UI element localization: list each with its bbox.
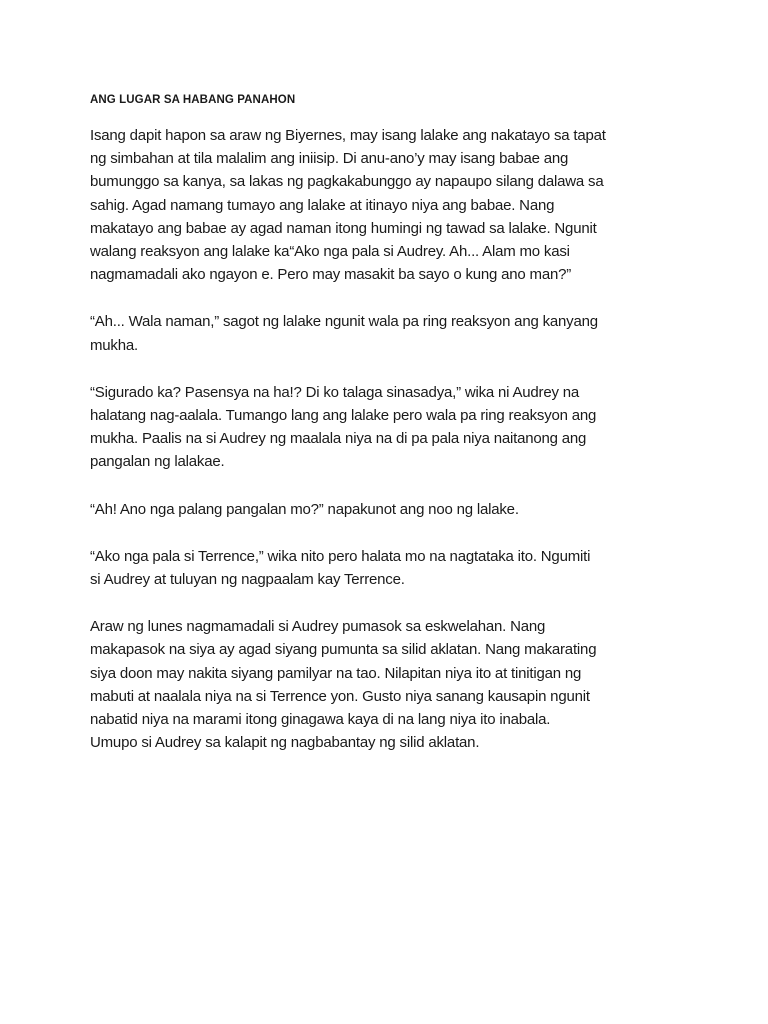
paragraph-line: nabatid niya na marami itong ginagawa kaya di na lang niya ito inabala. [90, 711, 551, 729]
paragraph-line: makatayo ang babae ay agad naman itong humingi ng tawad sa lalake. Ngunit [90, 219, 597, 237]
paragraph-line: siya doon may nakita siyang pamilyar na tao. Nilapitan niya ito at tinitigan ng [90, 664, 582, 682]
paragraph-line: si Audrey at tuluyan ng nagpaalam kay Terrence. [90, 571, 405, 589]
paragraph [90, 545, 700, 591]
paragraph [90, 381, 700, 474]
paragraph-line: walang reaksyon ang lalake ka“Ako nga pala si Audrey. Ah... Alam mo kasi [90, 243, 570, 261]
paragraph-line: Umupo si Audrey sa kalapit ng nagbabantay ng silid aklatan. [90, 734, 480, 752]
paragraph-line: sahig. Agad namang tumayo ang lalake at itinayo niya ang babae. Nang [90, 196, 555, 214]
paragraph-line: ng simbahan at tila malalim ang iniisip. Di anu-ano’y may isang babae ang [90, 150, 569, 168]
paragraph-line: “Ako nga pala si Terrence,” wika nito pero halata mo na nagtataka ito. Ngumiti [90, 547, 591, 565]
paragraph [90, 498, 700, 521]
paragraph-line: bumunggo sa kanya, sa lakas ng pagkakabunggo ay napaupo silang dalawa sa [90, 173, 604, 191]
paragraph-line: mukha. [90, 336, 138, 354]
paragraph-line: pangalan ng lalakae. [90, 453, 225, 471]
paragraph [90, 310, 700, 356]
paragraph [90, 615, 700, 754]
paragraph [90, 124, 700, 286]
paragraph-line: Isang dapit hapon sa araw ng Biyernes, may isang lalake ang nakatayo sa tapat [90, 127, 606, 144]
paragraph-line: halatang nag-aalala. Tumango lang ang lalake pero wala pa ring reaksyon ang [90, 407, 597, 425]
paragraph-line: Araw ng lunes nagmamadali si Audrey pumasok sa eskwelahan. Nang [90, 618, 546, 636]
paragraph-line: mukha. Paalis na si Audrey ng maalala niya na di pa pala niya naitanong ang [90, 430, 587, 448]
paragraph-line: nagmamadali ako ngayon e. Pero may masakit ba sayo o kung ano man?” [90, 266, 572, 284]
paragraph-line: makapasok na siya ay agad siyang pumunta sa silid aklatan. Nang makarating [90, 641, 597, 659]
paragraph-line: “Ah! Ano nga palang pangalan mo?” napakunot ang noo ng lalake. [90, 500, 519, 518]
document-body [90, 124, 700, 778]
paragraph-line: mabuti at naalala niya na si Terrence yon. Gusto niya sanang kausapin ngunit [90, 687, 590, 705]
document-title: ANG LUGAR SA HABANG PANAHON [90, 94, 296, 106]
paragraph-line: “Ah... Wala naman,” sagot ng lalake ngunit wala pa ring reaksyon ang kanyang [90, 313, 598, 331]
paragraph-line: “Sigurado ka? Pasensya na ha!? Di ko talaga sinasadya,” wika ni Audrey na [90, 383, 580, 401]
